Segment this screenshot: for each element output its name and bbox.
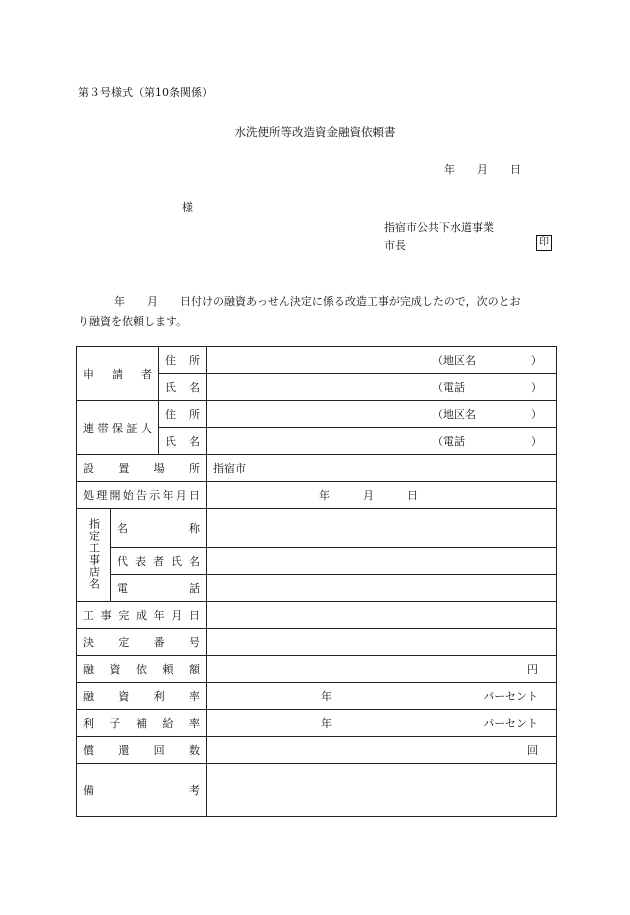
form-number: 第３号様式（第10条関係）: [78, 86, 213, 99]
repayment-count-field[interactable]: [207, 737, 557, 764]
percent-unit: パーセント: [483, 690, 538, 703]
guarantor-label: 連帯保証人: [77, 401, 159, 455]
start-date-field[interactable]: 年 月 日: [207, 482, 557, 509]
request-text-line1: 年 月 日付けの融資あっせん決定に係る改造工事が完成したので，次のとお: [114, 295, 521, 308]
completion-date-field[interactable]: [207, 602, 557, 629]
phone-hint: （電話 ）: [432, 381, 542, 394]
applicant-address-label: 住 所: [159, 347, 207, 374]
document-title: 水洗便所等改造資金融資依頼書: [234, 125, 396, 139]
contractor-phone-label: 電 話: [111, 575, 207, 602]
organization-name: 指宿市公共下水道事業: [384, 221, 494, 234]
request-text: [78, 292, 558, 332]
remarks-field[interactable]: [207, 764, 557, 817]
interest-rate-field[interactable]: [207, 683, 557, 710]
subsidy-rate-label: 利子補給率: [77, 710, 207, 737]
contractor-group-label: 指定工事店名: [77, 509, 111, 602]
date-line: 年 月 日: [444, 163, 521, 176]
subsidy-rate-field[interactable]: [207, 710, 557, 737]
applicant-label: 申 請 者: [77, 347, 159, 401]
contractor-rep-label: 代表者氏名: [111, 548, 207, 575]
year-unit: 年: [321, 690, 332, 703]
guarantor-name-label: 氏 名: [159, 428, 207, 455]
percent-unit: パーセント: [483, 717, 538, 730]
contractor-rep-field[interactable]: [207, 548, 557, 575]
contractor-name-label: 名 称: [111, 509, 207, 548]
applicant-name-label: 氏 名: [159, 374, 207, 401]
yen-unit: 円: [527, 663, 538, 676]
loan-amount-label: 融資依頼額: [77, 656, 207, 683]
applicant-name-field[interactable]: [207, 374, 557, 401]
repayment-count-label: 償 還 回 数: [77, 737, 207, 764]
start-date-label: 処理開始告示年月日: [77, 482, 207, 509]
year-unit: 年: [321, 717, 332, 730]
seal-stamp: 印: [536, 235, 552, 251]
loan-amount-field[interactable]: [207, 656, 557, 683]
applicant-address-field[interactable]: [207, 347, 557, 374]
decision-number-label: 決 定 番 号: [77, 629, 207, 656]
interest-rate-label: 融資利率: [77, 683, 207, 710]
guarantor-address-field[interactable]: [207, 401, 557, 428]
application-table: [76, 346, 557, 817]
guarantor-address-label: 住 所: [159, 401, 207, 428]
contractor-phone-field[interactable]: [207, 575, 557, 602]
site-field[interactable]: 指宿市: [207, 455, 557, 482]
guarantor-name-field[interactable]: [207, 428, 557, 455]
phone-hint: （電話 ）: [432, 435, 542, 448]
times-unit: 回: [527, 744, 538, 757]
contractor-name-field[interactable]: [207, 509, 557, 548]
mayor-title: 市長: [384, 239, 406, 252]
decision-number-field[interactable]: [207, 629, 557, 656]
district-hint: （地区名 ）: [432, 354, 542, 367]
site-label: 設 置 場 所: [77, 455, 207, 482]
completion-date-label: 工事完成年月日: [77, 602, 207, 629]
district-hint: （地区名 ）: [432, 408, 542, 421]
addressee-suffix: 様: [182, 201, 193, 214]
remarks-label: 備 考: [77, 764, 207, 817]
request-text-line2: り融資を依頼します。: [78, 315, 188, 328]
